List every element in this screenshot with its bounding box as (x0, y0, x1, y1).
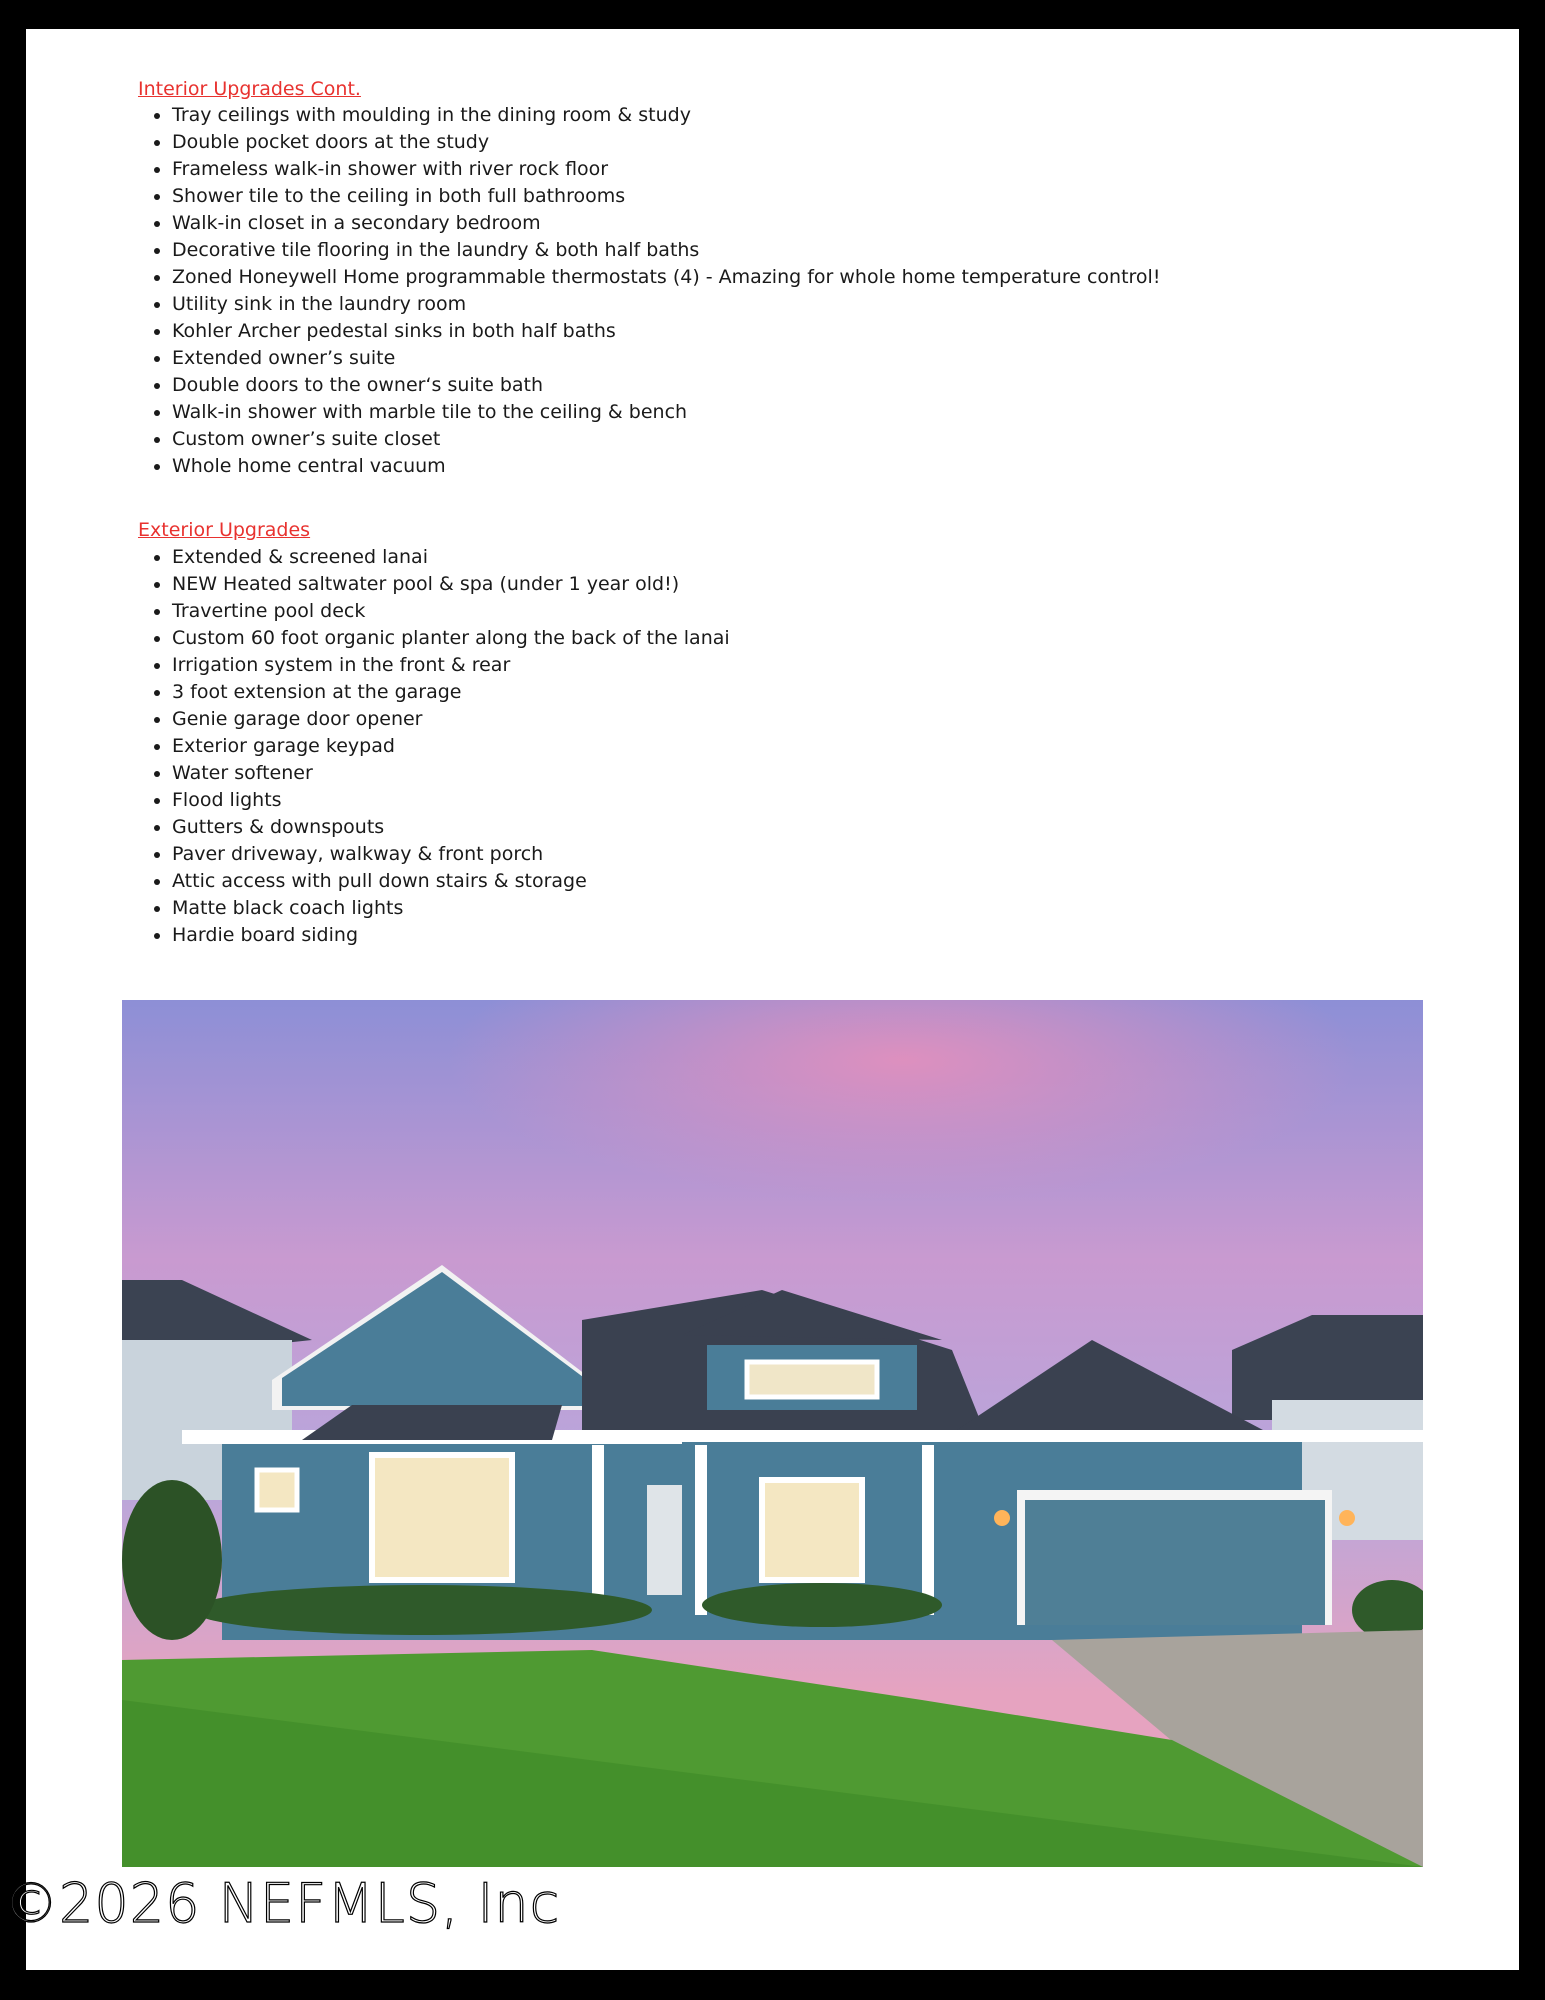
list-item: • Utility sink in the laundry room (172, 291, 1160, 318)
list-item: • 3 foot extension at the garage (172, 679, 730, 706)
house-exterior-photo (122, 1000, 1423, 1867)
list-item: • Paver driveway, walkway & front porch (172, 841, 730, 868)
exterior-upgrades-heading: Exterior Upgrades (138, 519, 311, 541)
list-item: • Walk-in closet in a secondary bedroom (172, 210, 1160, 237)
interior-upgrades-heading: Interior Upgrades Cont. (138, 78, 361, 100)
list-item: • Travertine pool deck (172, 598, 730, 625)
list-item: • Matte black coach lights (172, 895, 730, 922)
list-item: • Extended owner’s suite (172, 345, 1160, 372)
list-item: • Custom 60 foot organic planter along the back of the lanai (172, 625, 730, 652)
list-item: • Extended & screened lanai (172, 544, 730, 571)
list-item: • Custom owner’s suite closet (172, 426, 1160, 453)
list-item: • Whole home central vacuum (172, 453, 1160, 480)
list-item: • Double doors to the owner‘s suite bath (172, 372, 1160, 399)
list-item: • Gutters & downspouts (172, 814, 730, 841)
exterior-upgrades-list (138, 544, 730, 949)
list-item: • Frameless walk-in shower with river rock floor (172, 156, 1160, 183)
interior-upgrades-list (138, 102, 1160, 480)
list-item: • Zoned Honeywell Home programmable thermostats (4) - Amazing for whole home temperature control! (172, 264, 1160, 291)
list-item: • NEW Heated saltwater pool & spa (under 1 year old!) (172, 571, 730, 598)
list-item: • Genie garage door opener (172, 706, 730, 733)
list-item: • Flood lights (172, 787, 730, 814)
list-item: • Decorative tile flooring in the laundry & both half baths (172, 237, 1160, 264)
list-item: • Double pocket doors at the study (172, 129, 1160, 156)
list-item: • Irrigation system in the front & rear (172, 652, 730, 679)
list-item: • Water softener (172, 760, 730, 787)
list-item: • Tray ceilings with moulding in the dining room & study (172, 102, 1160, 129)
list-item: • Hardie board siding (172, 922, 730, 949)
list-item: • Attic access with pull down stairs & storage (172, 868, 730, 895)
copyright-watermark: ©2026 NEFMLS, Inc (4, 1872, 561, 1935)
list-item: • Walk-in shower with marble tile to the ceiling & bench (172, 399, 1160, 426)
list-item: • Exterior garage keypad (172, 733, 730, 760)
list-item: • Kohler Archer pedestal sinks in both half baths (172, 318, 1160, 345)
list-item: • Shower tile to the ceiling in both full bathrooms (172, 183, 1160, 210)
